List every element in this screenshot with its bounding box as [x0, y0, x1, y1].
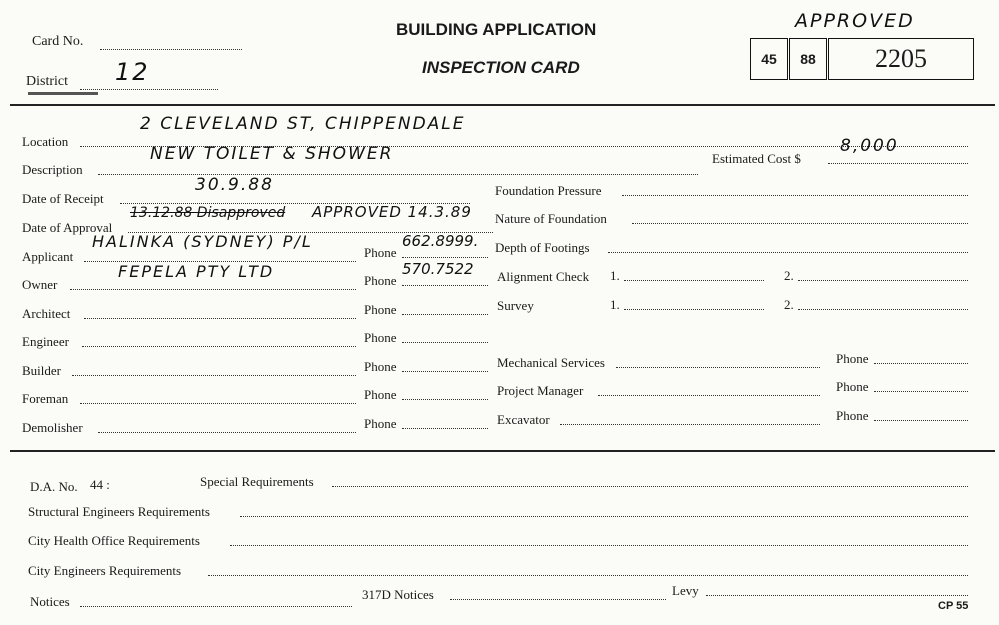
mechanical-phone-line [874, 363, 968, 364]
foreman-line [80, 403, 356, 404]
mechanical-services-line [616, 367, 820, 368]
builder-line [72, 375, 356, 376]
survey-line-2 [798, 309, 968, 310]
title-line2: INSPECTION CARD [422, 58, 580, 77]
demolisher-phone-label: Phone [364, 416, 397, 431]
foreman-phone-line [402, 399, 488, 400]
owner-phone-label: Phone [364, 273, 397, 288]
demolisher-phone-line [402, 428, 488, 429]
project-manager-line [598, 395, 820, 396]
notices-317d-line [450, 599, 666, 600]
owner-label: Owner [22, 277, 58, 292]
card-no-line [100, 49, 242, 50]
district-label: District [26, 74, 68, 89]
structural-label: Structural Engineers Requirements [28, 504, 210, 519]
engineer-line [82, 346, 356, 347]
box-number: 2205 [828, 38, 974, 80]
levy-label: Levy [672, 583, 699, 598]
demolisher-line [98, 432, 356, 433]
location-label: Location [22, 134, 69, 149]
excavator-phone-label: Phone [836, 408, 869, 423]
survey-num-2: 2. [784, 297, 794, 312]
foundation-pressure-line [622, 195, 968, 196]
survey-num-1: 1. [610, 297, 620, 312]
description-line [98, 174, 698, 175]
district-underline [28, 92, 98, 95]
project-manager-phone-label: Phone [836, 379, 869, 394]
architect-line [84, 318, 356, 319]
estimated-cost-label: Estimated Cost $ [712, 151, 801, 166]
description-value: NEW TOILET & SHOWER [150, 144, 394, 164]
form-code: CP 55 [938, 600, 969, 612]
estimated-cost-value: 8,000 [840, 136, 899, 156]
foreman-label: Foreman [22, 391, 69, 406]
da-label: D.A. No. [30, 479, 78, 494]
owner-phone-line [402, 285, 488, 286]
special-label: Special Requirements [200, 474, 314, 489]
project-manager-phone-line [874, 391, 968, 392]
alignment-num-1: 1. [610, 268, 620, 283]
foundation-pressure-label: Foundation Pressure [495, 183, 602, 198]
notices-line [80, 606, 352, 607]
location-value: 2 CLEVELAND ST, CHIPPENDALE [140, 114, 466, 134]
nature-foundation-line [632, 223, 968, 224]
description-label: Description [22, 162, 83, 177]
excavator-label: Excavator [497, 412, 550, 427]
alignment-line-2 [798, 280, 968, 281]
header-rule [10, 104, 995, 106]
levy-line [706, 595, 968, 596]
special-line [332, 486, 968, 487]
depth-footings-label: Depth of Footings [495, 240, 590, 255]
box-2: 88 [789, 38, 827, 80]
applicant-phone-line [402, 257, 488, 258]
project-manager-label: Project Manager [497, 383, 584, 398]
alignment-line-1 [624, 280, 764, 281]
applicant-phone-label: Phone [364, 245, 397, 260]
applicant-label: Applicant [22, 249, 74, 264]
alignment-num-2: 2. [784, 268, 794, 283]
engineer-phone-label: Phone [364, 330, 397, 345]
alignment-check-label: Alignment Check [497, 269, 590, 284]
approved-stamp: APPROVED [795, 10, 915, 32]
applicant-value: HALINKA (SYDNEY) P/L [92, 232, 313, 251]
depth-footings-line [608, 252, 968, 253]
demolisher-label: Demolisher [22, 420, 83, 435]
engineers-line [208, 575, 968, 576]
date-approval-value: APPROVED 14.3.89 [312, 203, 472, 221]
survey-label: Survey [497, 298, 534, 313]
builder-phone-label: Phone [364, 359, 397, 374]
health-label: City Health Office Requirements [28, 533, 200, 548]
nature-foundation-label: Nature of Foundation [495, 211, 607, 226]
survey-line-1 [624, 309, 764, 310]
da-value: 44 : [90, 477, 110, 492]
district-line [80, 89, 218, 90]
health-line [230, 545, 968, 546]
engineer-label: Engineer [22, 334, 69, 349]
owner-value: FEPELA PTY LTD [118, 262, 275, 281]
middle-rule [10, 450, 995, 452]
builder-label: Builder [22, 363, 61, 378]
estimated-cost-line [828, 163, 968, 164]
mechanical-services-label: Mechanical Services [497, 355, 605, 370]
date-approval-label: Date of Approval [22, 220, 113, 235]
architect-phone-line [402, 314, 488, 315]
foreman-phone-label: Phone [364, 387, 397, 402]
card-no-label: Card No. [32, 34, 84, 49]
date-approval-struck: 13.12.88 Disapproved [130, 205, 286, 221]
engineer-phone-line [402, 342, 488, 343]
notices-label: Notices [30, 594, 70, 609]
owner-phone-value: 570.7522 [402, 260, 474, 278]
title-line1: BUILDING APPLICATION [396, 20, 597, 39]
excavator-line [560, 424, 820, 425]
structural-line [240, 516, 968, 517]
owner-line [70, 289, 356, 290]
date-receipt-label: Date of Receipt [22, 191, 104, 206]
applicant-phone-value: 662.8999. [402, 232, 479, 250]
architect-phone-label: Phone [364, 302, 397, 317]
engineers-label: City Engineers Requirements [28, 563, 182, 578]
excavator-phone-line [874, 420, 968, 421]
date-receipt-value: 30.9.88 [195, 175, 274, 195]
builder-phone-line [402, 371, 488, 372]
box-1: 45 [750, 38, 788, 80]
district-value: 12 [115, 58, 150, 86]
notices-317d-label: 317D Notices [362, 587, 434, 602]
architect-label: Architect [22, 306, 71, 321]
mechanical-phone-label: Phone [836, 351, 869, 366]
